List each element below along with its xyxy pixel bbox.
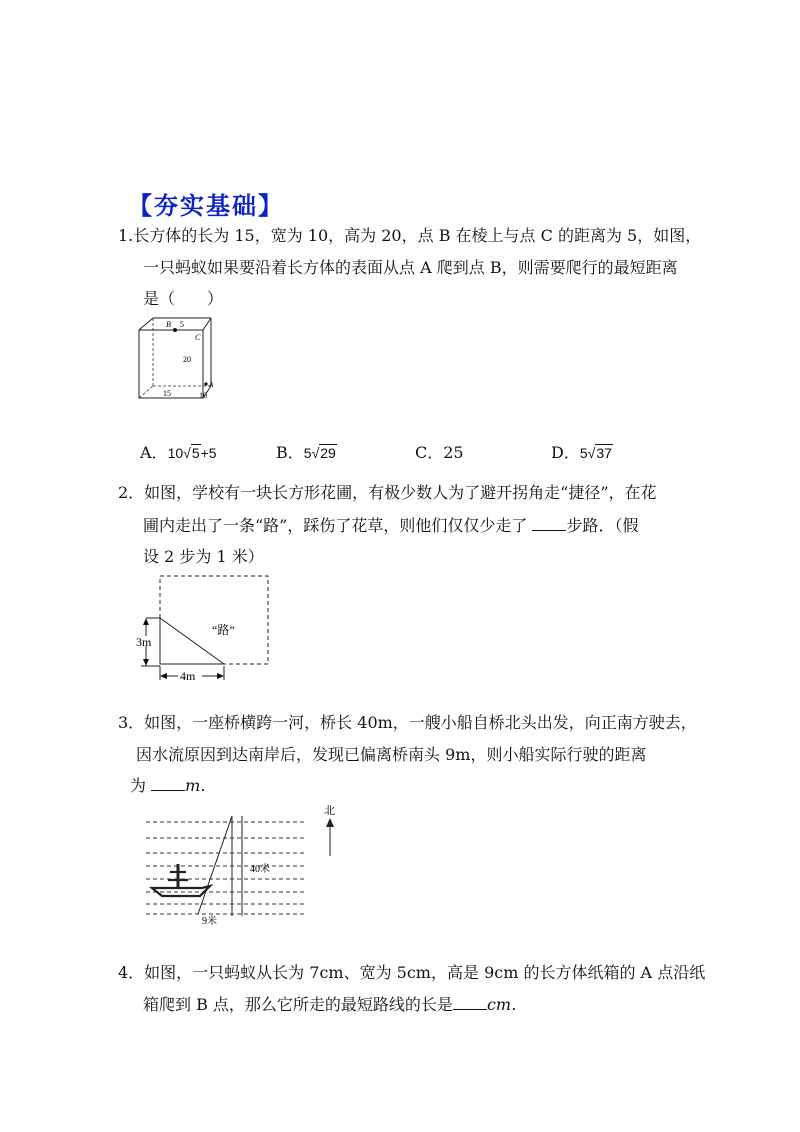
- q3-river-figure: [140, 800, 350, 930]
- q2-line-3: 设 2 步为 1 米）: [143, 547, 264, 566]
- q4-answer-blank[interactable]: [453, 995, 487, 1010]
- choice-d-coef: 5: [579, 445, 588, 461]
- label-a: A: [209, 381, 214, 389]
- q3-line-3-tail: m．: [185, 776, 217, 795]
- choice-a[interactable]: A．10√5+5: [140, 443, 217, 462]
- label-fifteen: 15: [163, 389, 171, 398]
- label-offset: 9米: [202, 916, 217, 927]
- choice-a-coef: 10: [167, 445, 184, 461]
- q4-line-1: 4．如图，一只蚂蚁从长为 7cm、宽为 5cm，高是 9cm 的长方体纸箱的 A 点沿纸: [118, 963, 706, 982]
- choice-c-text: 25: [443, 443, 464, 462]
- label-twenty: 20: [183, 355, 191, 364]
- q3-line-3-text: 为: [130, 776, 152, 795]
- q1-line-2: 一只蚂蚁如果要沿着长方体的表面从点 A 爬到点 B，则需要爬行的最短距离: [143, 258, 678, 277]
- q2-answer-blank[interactable]: [532, 516, 566, 531]
- choice-a-letter: A．: [140, 443, 168, 462]
- q2-garden-figure: [136, 570, 276, 688]
- label-five: 5: [180, 320, 184, 329]
- label-width: 4m: [180, 669, 196, 683]
- q4-line-2-tail: cm．: [486, 995, 528, 1014]
- q3-answer-blank[interactable]: [151, 776, 185, 791]
- choice-c-letter: C．: [415, 443, 444, 462]
- q3-line-3: [130, 776, 216, 796]
- q3-line-2: 因水流原因到达南岸后，发现已偏离桥南头 9m，则小船实际行驶的距离: [136, 745, 647, 764]
- q1-line-1: 1.长方体的长为 15，宽为 10，高为 20，点 B 在棱上与点 C 的距离为 5，如图，: [118, 226, 702, 245]
- q1-cuboid-figure: [135, 312, 225, 404]
- q1-line-3: 是（ ）: [143, 289, 224, 308]
- label-c: C: [195, 333, 201, 342]
- q2-line-2-text: 圃内走出了一条“路”，踩伤了花草，则他们仅仅少走了: [143, 516, 533, 535]
- label-north: 北: [324, 805, 335, 817]
- choice-d[interactable]: D．5√37: [551, 443, 612, 462]
- label-ten: 10: [199, 391, 207, 400]
- q2-line-2-tail: 步路．（假: [566, 516, 639, 535]
- q4-line-2: [143, 995, 527, 1015]
- label-height: 3m: [136, 635, 152, 649]
- choice-b-letter: B．: [276, 443, 304, 462]
- choice-b[interactable]: B．5√29: [276, 443, 336, 462]
- label-b: B: [166, 320, 171, 329]
- q2-line-1: 2．如图，学校有一块长方形花圃，有极少数人为了避开拐角走“捷径”，在花: [118, 483, 657, 502]
- choice-b-coef: 5: [303, 445, 312, 461]
- label-road: “路”: [212, 623, 235, 637]
- point-a-dot: [204, 382, 207, 385]
- choice-d-radicand: 37: [596, 445, 612, 461]
- section-title: 【夯实基础】: [128, 191, 284, 220]
- choice-a-radicand: 5: [191, 445, 200, 461]
- choice-a-tail: +5: [200, 445, 217, 461]
- choice-c[interactable]: [415, 443, 464, 463]
- q4-line-2-text: 箱爬到 B 点，那么它所走的最短路线的长是: [143, 995, 453, 1014]
- label-length: 40米: [250, 864, 270, 875]
- q2-line-2: [143, 516, 638, 536]
- q3-line-1: 3．如图，一座桥横跨一河，桥长 40m，一艘小船自桥北头出发，向正南方驶去，: [118, 713, 697, 732]
- choice-d-letter: D．: [551, 443, 580, 462]
- choice-b-radicand: 29: [320, 445, 336, 461]
- point-b-dot: [173, 328, 177, 332]
